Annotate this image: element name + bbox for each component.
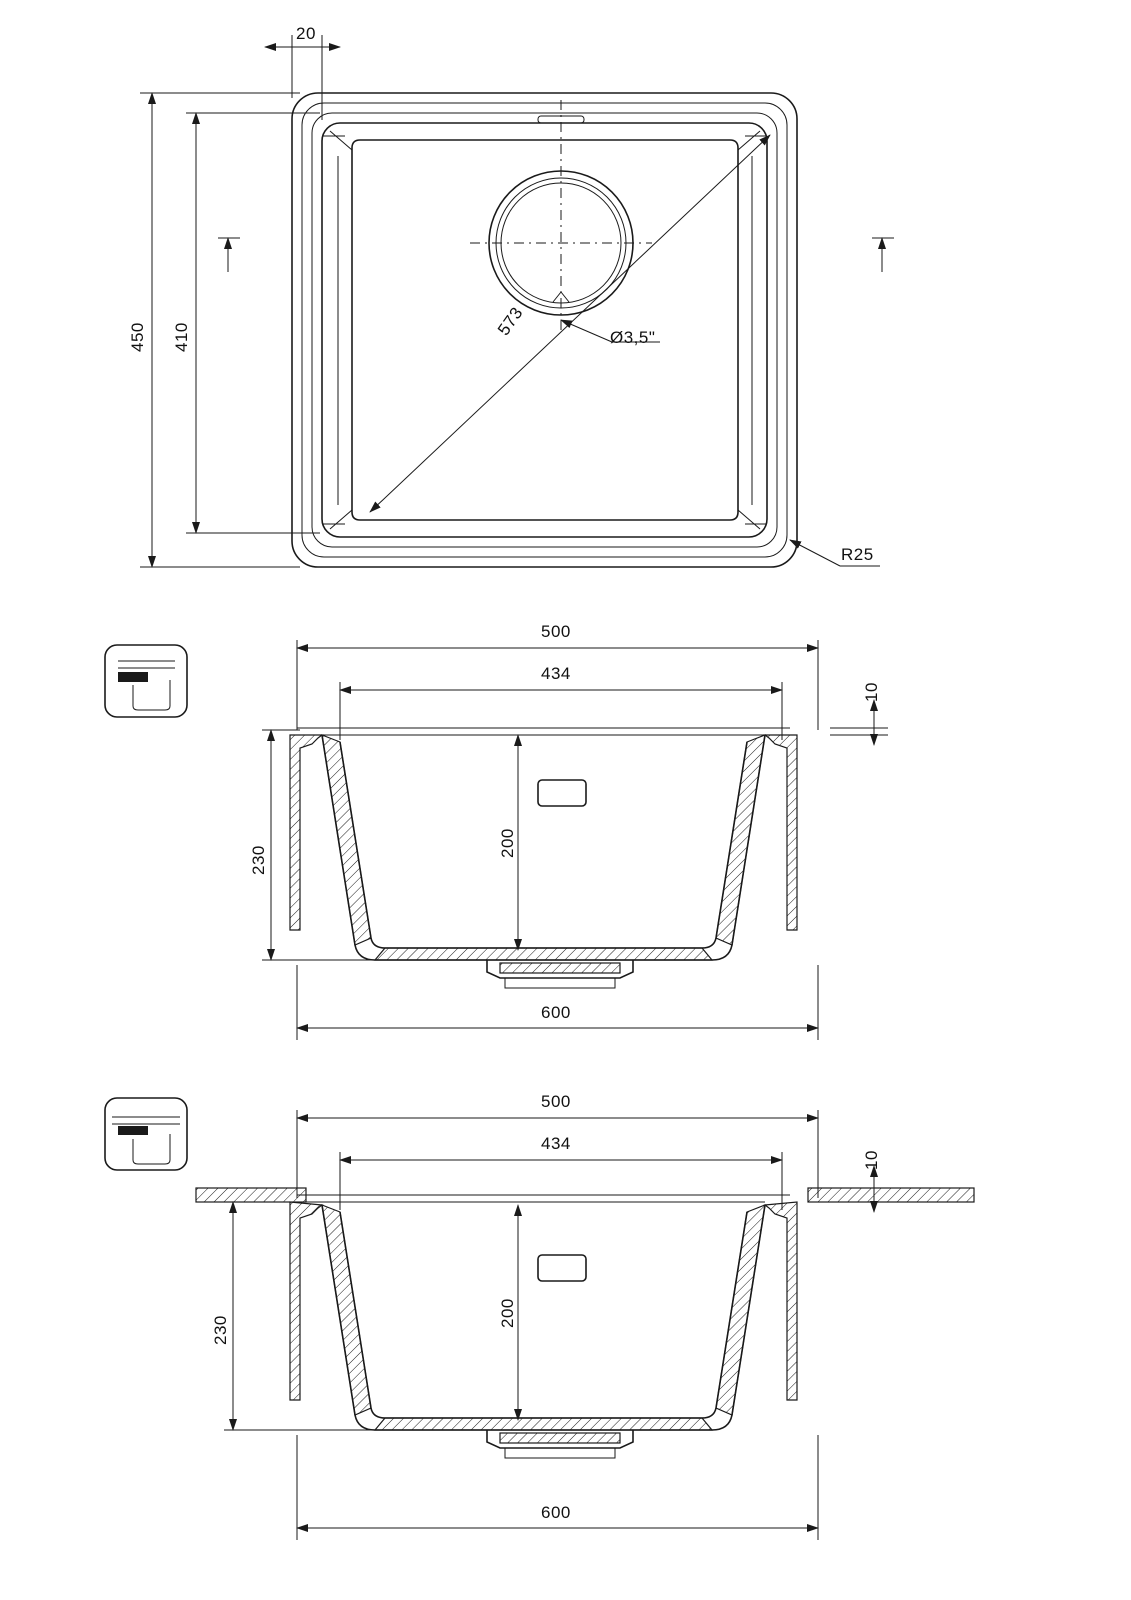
dim-s1-434: 434	[541, 664, 571, 683]
dim-drain-diameter: Ø3,5"	[610, 328, 656, 347]
dim-s1-200: 200	[498, 828, 517, 858]
dim-s2-434: 434	[541, 1134, 571, 1153]
dim-s2-10: 10	[862, 1150, 881, 1170]
dim-s1-500: 500	[541, 622, 571, 641]
dim-corner-radius-r25: R25	[841, 545, 874, 564]
dim-top-20: 20	[296, 24, 316, 43]
dim-top-410: 410	[172, 322, 191, 352]
dim-s1-600: 600	[541, 1003, 571, 1022]
top-view-geometry	[140, 35, 894, 567]
dim-top-450: 450	[128, 322, 147, 352]
dim-top-573: 573	[494, 303, 527, 339]
dim-s2-500: 500	[541, 1092, 571, 1111]
dim-s2-200: 200	[498, 1298, 517, 1328]
dim-s2-230: 230	[211, 1315, 230, 1345]
section-view-flush-geometry	[105, 640, 888, 1040]
dim-s2-600: 600	[541, 1503, 571, 1522]
section-view-under-geometry	[105, 1098, 974, 1540]
dim-s1-230: 230	[249, 845, 268, 875]
dim-s1-10: 10	[862, 682, 881, 702]
